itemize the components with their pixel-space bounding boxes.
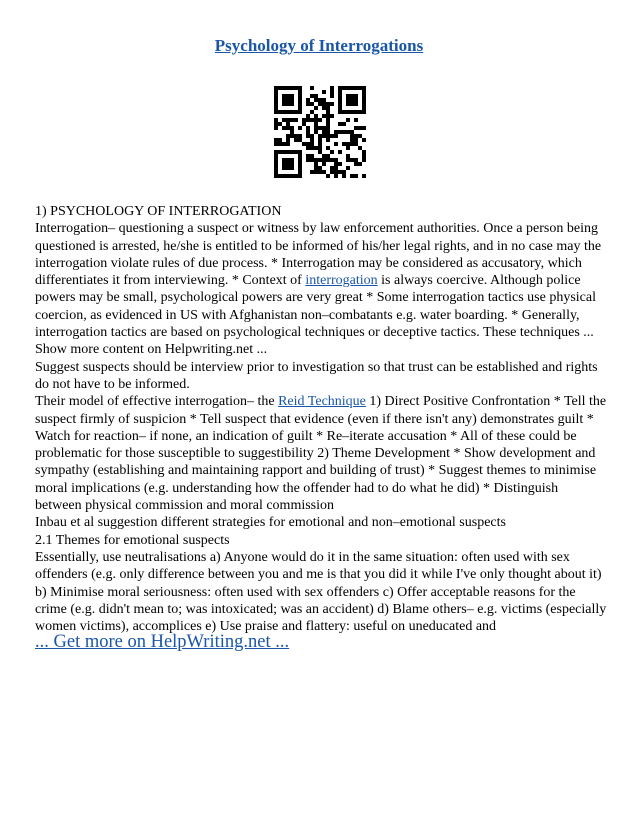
qr-code-icon: [274, 86, 366, 178]
paragraph-1: [35, 220, 607, 358]
page-title[interactable]: Psychology of Interrogations: [214, 36, 424, 55]
paragraph-5: 2.1 Themes for emotional suspects: [35, 532, 230, 548]
get-more-link[interactable]: ... Get more on HelpWriting.net ...: [35, 632, 290, 652]
paragraph-3-text-b: 1) Direct Positive Confrontation * Tell the suspect firmly of suspicion * Tell suspect that evidence (even if there isn't any) demonstrates guilt * Watch for reaction– if none, an indication of guilt * Re–iterate accusation * All of these could be problematic for those susceptible to suggestibility 2) Theme Development * Show development and sympathy (establishing and maintaining rapport and building of trust) * Suggest themes to minimise moral implications (e.g. understanding how the offender had to do what he did) * Distinguish between physical commission and moral commission: [35, 394, 607, 514]
interrogation-link[interactable]: interrogation: [305, 273, 378, 289]
reid-technique-link[interactable]: Reid Technique: [278, 394, 366, 410]
paragraph-6: Essentially, use neutralisations a) Anyone would do it in the same situation: often used with sex offenders (e.g. only difference between you and me is that you did it while I've only thought about it) b) Minimise moral seriousness: often used with sex offenders c) Offer acceptable reasons for the crime (e.g. didn't mean to; was intoxicated; was an accident) d) Blame others– e.g. victims (especially women victims), accomplices e) Use praise and flattery: useful on uneducated and: [35, 549, 607, 635]
paragraph-2: Suggest suspects should be interview prior to investigation so that trust can be established and rights do not have to be informed.: [35, 359, 598, 392]
article-body: [35, 203, 607, 635]
paragraph-1-text-a: Interrogation– questioning a suspect or witness by law enforcement authorities. Once a person being questioned is arrested, he/she is entitled to be informed of his/her legal rights, and in no case may the interrogation violate rules of due process. * Interrogation may be considered as accusatory, which differentiates it from interviewing. * Context of: [35, 221, 602, 289]
paragraph-1-text-b: is always coercive. Although police powers may be small, psychological powers are very great * Some interrogation tactics use physical coercion, as evidenced in US with Afghanistan non–combatants e.g. water boarding. * Generally, interrogation tactics are based on psychological techniques or deceptive tactics. These techniques ... Show more content on Helpwriting.net ...: [35, 273, 596, 358]
section-heading: 1) PSYCHOLOGY OF INTERROGATION: [35, 204, 282, 219]
paragraph-3: [35, 393, 607, 514]
paragraph-4: Inbau et al suggestion different strategies for emotional and non–emotional suspects: [35, 515, 506, 531]
paragraph-3-text-a: Their model of effective interrogation– the: [35, 394, 279, 410]
